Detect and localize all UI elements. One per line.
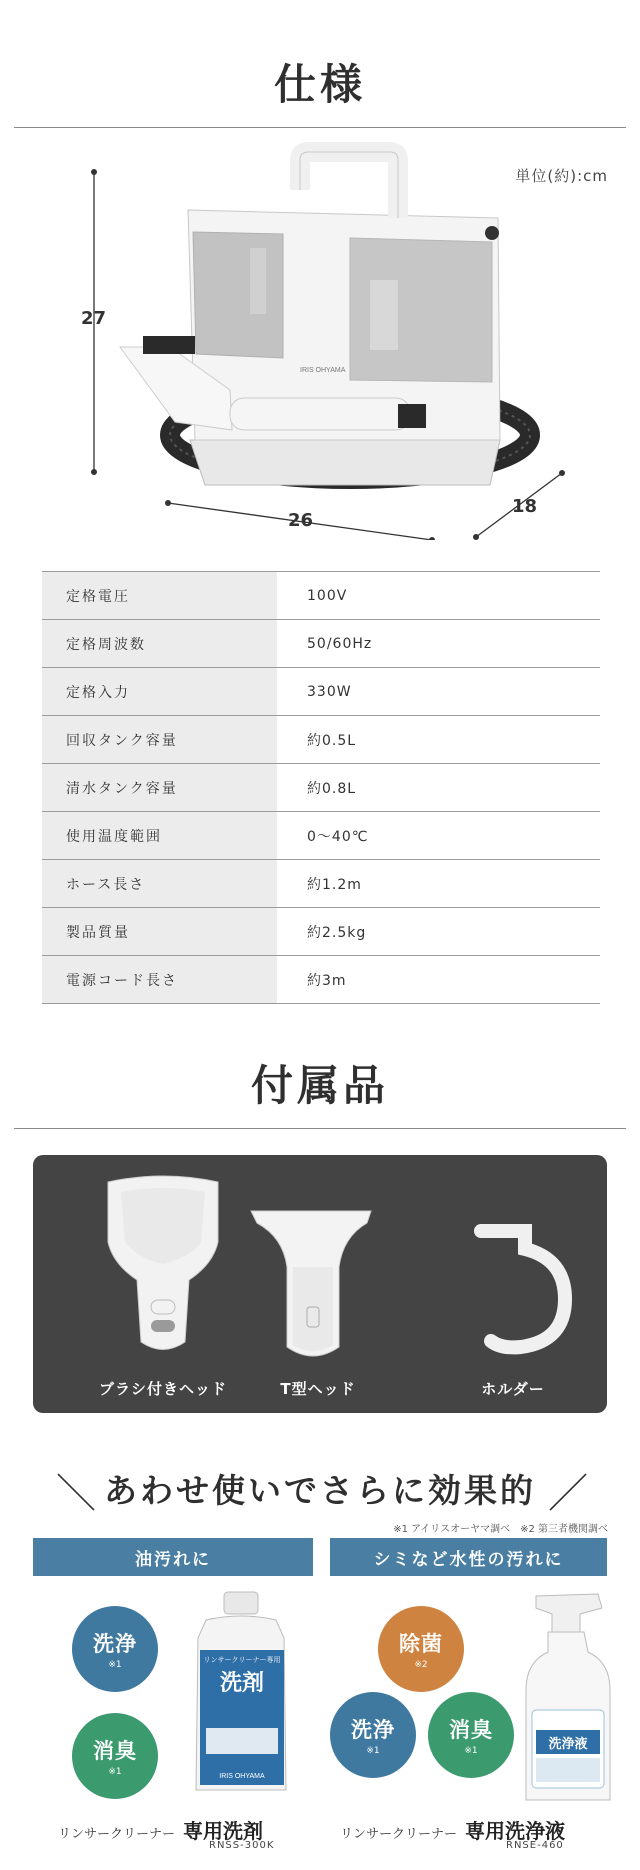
badge-wash — [330, 1692, 416, 1778]
badge-deodorize — [428, 1692, 514, 1778]
accessory-label-holder: ホルダー — [481, 1380, 545, 1398]
dim-height: 27 — [81, 308, 107, 329]
spec-label: 定格電圧 — [42, 572, 277, 619]
spec-row — [42, 908, 600, 956]
source-note: ※1 アイリスオーヤマ調べ ※2 第三者機関調べ — [393, 1524, 608, 1535]
accessory-label-t-head: T型ヘッド — [280, 1380, 356, 1398]
badge-sanitize — [378, 1606, 464, 1692]
spray-bottle-label: 洗浄液 — [548, 1737, 588, 1752]
spec-row — [42, 764, 600, 812]
spec-row — [42, 812, 600, 860]
spray-bottle-image — [518, 1590, 618, 1805]
product-code-cleaner: RNSE-460 — [506, 1840, 564, 1851]
accessories-title-rule — [14, 1128, 626, 1129]
title-slash-left: ＼ — [56, 1471, 96, 1517]
spec-value: 約0.8L — [307, 780, 357, 797]
badge-wash — [72, 1606, 158, 1692]
badge-note: ※1 — [366, 1746, 380, 1756]
badge-text: 除菌 — [399, 1632, 443, 1656]
bottle-label: 洗剤 — [219, 1671, 265, 1696]
spec-row — [42, 956, 600, 1004]
product-code-detergent: RNSS-300K — [209, 1840, 275, 1851]
spec-label: 清水タンク容量 — [42, 764, 277, 811]
badge-text: 洗浄 — [351, 1718, 395, 1742]
spec-value: 100V — [307, 587, 348, 604]
spec-row — [42, 668, 600, 716]
spec-label: 製品質量 — [42, 908, 277, 955]
badge-text: 消臭 — [93, 1739, 137, 1763]
spec-label: 回収タンク容量 — [42, 716, 277, 763]
category-bar-oil: 油汚れに — [33, 1538, 313, 1576]
spec-table — [42, 571, 600, 1004]
badge-note: ※1 — [464, 1746, 478, 1756]
category-bar-water: シミなど水性の汚れに — [330, 1538, 607, 1576]
badge-note: ※2 — [414, 1660, 428, 1670]
accessories-panel — [33, 1155, 607, 1413]
spec-label: ホース長さ — [42, 860, 277, 907]
spec-row — [42, 572, 600, 620]
spec-row — [42, 860, 600, 908]
spec-title-rule — [14, 127, 626, 128]
spec-label: 定格入力 — [42, 668, 277, 715]
product-logo: IRIS OHYAMA — [300, 367, 346, 374]
title-slash-right: ／ — [548, 1471, 588, 1517]
bottle-brand: IRIS OHYAMA — [219, 1773, 265, 1780]
spec-value: 0～40℃ — [307, 828, 369, 845]
badge-note: ※1 — [108, 1767, 122, 1777]
badge-text: 洗浄 — [93, 1632, 137, 1656]
accessory-label-brush-head: ブラシ付きヘッド — [98, 1380, 227, 1398]
spec-value: 約3m — [307, 972, 347, 989]
product-big-label: 専用洗浄液 — [465, 1819, 566, 1843]
spec-row — [42, 620, 600, 668]
badge-deodorize — [72, 1713, 158, 1799]
detergent-bottle-image — [186, 1590, 296, 1795]
spec-value: 約2.5kg — [307, 924, 367, 941]
product-small-label: リンサークリーナー — [58, 1827, 176, 1842]
product-illustration — [0, 140, 640, 540]
holder-icon — [473, 1223, 593, 1363]
spec-label: 電源コード長さ — [42, 956, 277, 1003]
dim-width: 26 — [288, 510, 314, 531]
badge-text: 消臭 — [449, 1718, 493, 1742]
spec-value: 330W — [307, 683, 352, 700]
spec-row — [42, 716, 600, 764]
spec-title: 仕様 — [273, 60, 366, 109]
dim-depth: 18 — [512, 496, 538, 517]
spec-label: 定格周波数 — [42, 620, 277, 667]
combo-title: あわせ使いでさらに効果的 — [104, 1471, 536, 1510]
t-head-icon — [243, 1207, 383, 1387]
brush-head-icon — [93, 1172, 233, 1372]
bottle-top-label: リンサークリーナー専用 — [203, 1656, 281, 1664]
badge-note: ※1 — [108, 1660, 122, 1670]
accessories-title: 付属品 — [250, 1061, 389, 1110]
product-big-label: 専用洗剤 — [183, 1819, 264, 1843]
spec-value: 約0.5L — [307, 732, 357, 749]
spec-label: 使用温度範囲 — [42, 812, 277, 859]
spec-value: 約1.2m — [307, 876, 362, 893]
unit-note: 単位(約):cm — [515, 167, 608, 185]
product-small-label: リンサークリーナー — [340, 1827, 458, 1842]
spec-value: 50/60Hz — [307, 635, 373, 652]
